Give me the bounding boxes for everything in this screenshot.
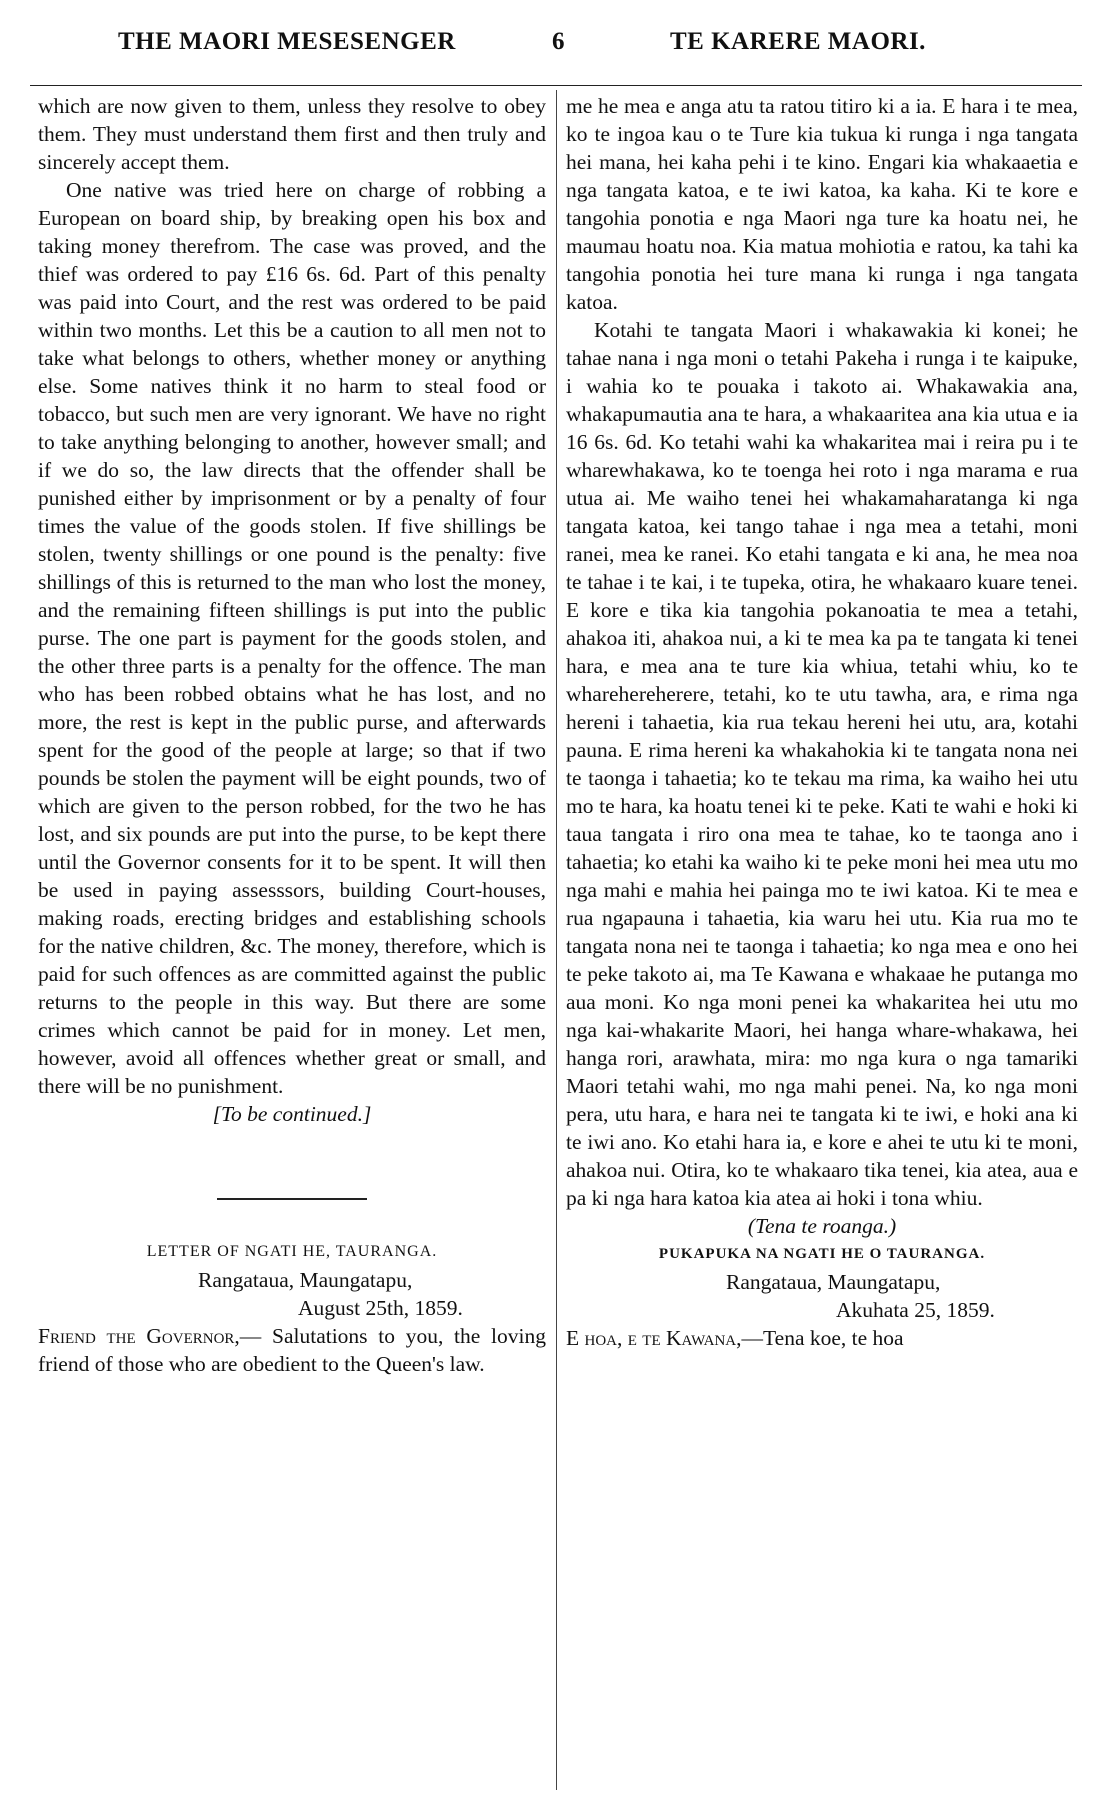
letter-date: August 25th, 1859. <box>298 1296 463 1320</box>
page-number: 6 <box>552 28 565 55</box>
letter-heading: LETTER OF NGATI HE, TAURANGA. <box>146 1243 438 1260</box>
maori-column <box>566 92 1078 1352</box>
maori-paragraph: me he mea e anga atu ta ratou titiro ki a ia. E hara i te mea, ko te ingoa kau o te Ture kia tukua ki runga i nga tangata hei mana, hei kaha pehi i te kino. Engari kia whakaaetia e nga tangata katoa, e te iwi katoa, ka kaha. Ki te kore e tangohia ponotia e nga Maori nga ture ka hoatu nei, he maumau hoatu noa. Kia matua mohiotia e ratou, ka tahi ka tangohia ponotia hei ture mana ki runga i nga tangata katoa. <box>566 94 1078 314</box>
header-rule <box>30 85 1082 86</box>
maori-letter-salutation <box>566 1324 1078 1352</box>
letter-salutation <box>38 1322 546 1378</box>
maori-letter-heading: PUKAPUKA NA NGATI HE O TAURANGA. <box>658 1246 986 1262</box>
page-header <box>0 28 1114 68</box>
column-divider <box>556 90 557 1790</box>
section-divider <box>217 1198 367 1200</box>
english-column <box>38 92 546 1378</box>
salutation-lead: Friend the Governor, <box>38 1324 240 1348</box>
maori-salutation-text: —Tena koe, te hoa <box>741 1326 904 1350</box>
english-paragraph: which are now given to them, unless they resolve to obey them. They must understand them first and then truly and sincerely accept them. <box>38 94 546 174</box>
maori-letter-place: Rangataua, Maungatapu, <box>726 1270 941 1294</box>
maori-letter-date: Akuhata 25, 1859. <box>836 1298 995 1322</box>
header-maori-title: TE KARERE MAORI. <box>670 28 926 55</box>
to-be-continued-note: [To be continued.] <box>212 1102 372 1126</box>
english-paragraph: One native was tried here on charge of robbing a European on board ship, by breaking open his box and taking money therefrom. The case was proved, and the thief was ordered to pay £16 6s. 6d. Part of this penalty was paid into Court, and the rest was ordered to be paid within two months. Let this be a caution to all men not to take what belongs to others, whether money or anything else. Some natives think it no harm to steal food or tobacco, but such men are very ignorant. We have no right to take anything belonging to another, however small; and if we do so, the law directs that the offender shall be punished either by imprisonment or by a penalty of four times the value of the goods stolen. If five shillings be stolen, twenty shillings or one pound is the penalty: five shillings of this is returned to the man who lost the money, and the remaining fifteen shillings is put into the public purse. The one part is payment for the goods stolen, and the other three parts is a penalty for the offence. The man who has been robbed obtains what he has lost, and no more, the rest is kept in the public purse, and afterwards spent for the good of the people at large; so that if two pounds be stolen the payment will be eight pounds, two of which are given to the person robbed, for the two he has lost, and six pounds are put into the purse, to be kept there until the Governor consents for it to be spent. It will then be used in paying assesssors, building Court-houses, making roads, erecting bridges and establishing schools for the native children, &c. The money, therefore, which is paid for such offences as are committed against the public returns to the people in this way. But there are some crimes which cannot be paid for in money. Let men, however, avoid all offences whether great or small, and there will be no punishment. <box>38 178 546 1098</box>
salutation-text: — Salutations to you, the loving friend of those who are obedient to the Queen's law. <box>38 1324 546 1376</box>
letter-place: Rangataua, Maungatapu, <box>198 1268 413 1292</box>
maori-paragraph: Kotahi te tangata Maori i whakawakia ki konei; he tahae nana i nga moni o tetahi Pakeha i runga i te kaipuke, i wahia ko te pouaka i takoto ai. Whakawakia ana, whakapumautia ana te hara, a whakaaritea ana kia utua e ia 16 6s. 6d. Ko tetahi wahi ka whakaritea mai i reira pu i te wharewhakawa, ko te toenga hei roto i nga marama e rua utua ai. Me waiho tenei hei whakamaharatanga ki nga tangata katoa, kei tango tahae i nga mea a tetahi, moni ranei, mea ke ranei. Ko etahi tangata e ki ana, he mea noa te tahae i te kai, i te tupeka, otira, he whakaaro kuare tenei. E kore e tika kia tangohia pokanoatia te mea a tetahi, ahakoa iti, ahakoa nui, a ki te mea ka pa te tangata ki tenei hara, e mea ana te ture kia whiua, tetahi whiu, ko te wharehereherere, tetahi, ko te utu tawha, ara, e rima nga hereni i tahaetia, kia rua tekau hereni hei utu, ara, kotahi pauna. E rima hereni ka whakahokia ki te tangata nona nei te taonga i tahaetia; ko te tekau ma rima, ka waiho hei utu mo te hara, ka hoatu tenei ki te peke. Kati te wahi e hoki ki taua tangata i riro ona mea te tahae, ko te taonga ano i tahaetia; ko etahi ka waiho ki te peke moni hei mea utu mo nga mahi e mahia hei painga mo te iwi katoa. Ki te mea e rua ngapauna i tahaetia, kia waru hei utu. Kia rua mo te tangata nona nei te taonga i tahaetia; ko nga mea e ono hei te peke takoto ai, ma Te Kawana e whakaae he putanga mo aua moni. Ko nga moni penei ka whakaritea hei utu mo nga kai-whakarite Maori, hei hanga whare-whakawa, hei hanga rori, arawhata, mira: mo nga kura o nga tamariki Maori tetahi wahi, mo nga mahi penei. Na, ko nga moni pera, utu hara, e hara nei te tangata ki te iwi, e hoki ana ki te iwi ano. Ko etahi hara ia, e kore e ahei te utu ki te moni, ahakoa nui. Otira, ko te whakaaro tika tenei, kia atea, aua e pa ki nga hara katoa kia atea ai hoki i tona whiu. <box>566 318 1078 1210</box>
tena-te-roanga-note: (Tena te roanga.) <box>747 1214 897 1238</box>
header-english-title: THE MAORI MESESENGER <box>118 28 456 55</box>
maori-salutation-lead: E hoa, e te Kawana, <box>566 1326 742 1350</box>
